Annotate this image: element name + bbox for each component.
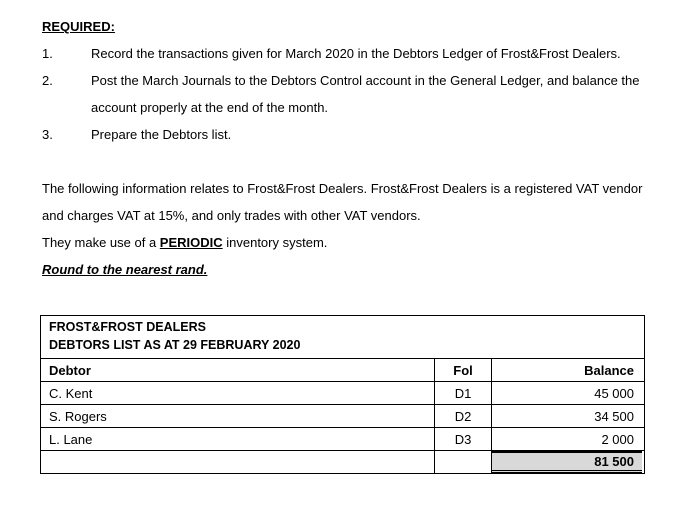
total-balance: 81 500 xyxy=(492,451,642,473)
info-line-1: The following information relates to Frost&Frost Dealers. Frost&Frost Dealers is a registered VAT vendor xyxy=(42,181,643,196)
info-line-3-pre: They make use of a xyxy=(42,235,160,250)
required-heading: REQUIRED: xyxy=(42,19,115,34)
table-title-company: FROST&FROST DEALERS xyxy=(49,320,206,334)
item-number-2: 2. xyxy=(42,73,53,88)
item-text-2: Post the March Journals to the Debtors Control account in the General Ledger, and balance the xyxy=(91,73,640,88)
debtor-folio: D2 xyxy=(435,405,492,427)
item-text-3: Prepare the Debtors list. xyxy=(91,127,232,142)
table-row xyxy=(41,405,644,428)
table-header-row xyxy=(41,359,644,382)
total-empty-cell xyxy=(41,451,435,473)
debtor-folio: D1 xyxy=(435,382,492,404)
debtor-balance: 34 500 xyxy=(594,408,634,424)
debtor-name: C. Kent xyxy=(41,382,435,404)
item-number-1: 1. xyxy=(42,46,53,61)
header-fol: Fol xyxy=(435,359,492,381)
header-debtor: Debtor xyxy=(41,359,435,381)
table-title-date: DEBTORS LIST AS AT 29 FEBRUARY 2020 xyxy=(49,338,301,352)
total-empty-folio xyxy=(435,451,492,473)
info-line-2: and charges VAT at 15%, and only trades with other VAT vendors. xyxy=(42,208,421,223)
item-number-3: 3. xyxy=(42,127,53,142)
table-row xyxy=(41,428,644,451)
debtor-folio: D3 xyxy=(435,428,492,450)
info-line-3-post: inventory system. xyxy=(222,235,328,250)
header-balance: Balance xyxy=(584,362,634,378)
table-row xyxy=(41,382,644,405)
item-text-2-cont: account properly at the end of the month. xyxy=(91,100,329,115)
debtor-name: L. Lane xyxy=(41,428,435,450)
info-line-3 xyxy=(42,235,327,250)
debtors-list-table xyxy=(40,315,645,474)
debtor-name: S. Rogers xyxy=(41,405,435,427)
rounding-note: Round to the nearest rand. xyxy=(42,262,208,277)
debtor-balance: 45 000 xyxy=(594,385,634,401)
table-title xyxy=(41,316,644,359)
periodic-emphasis: PERIODIC xyxy=(159,235,223,250)
item-text-1: Record the transactions given for March 2020 in the Debtors Ledger of Frost&Frost Dealers. xyxy=(91,46,621,61)
table-total-row xyxy=(41,451,644,474)
debtor-balance: 2 000 xyxy=(601,431,634,447)
